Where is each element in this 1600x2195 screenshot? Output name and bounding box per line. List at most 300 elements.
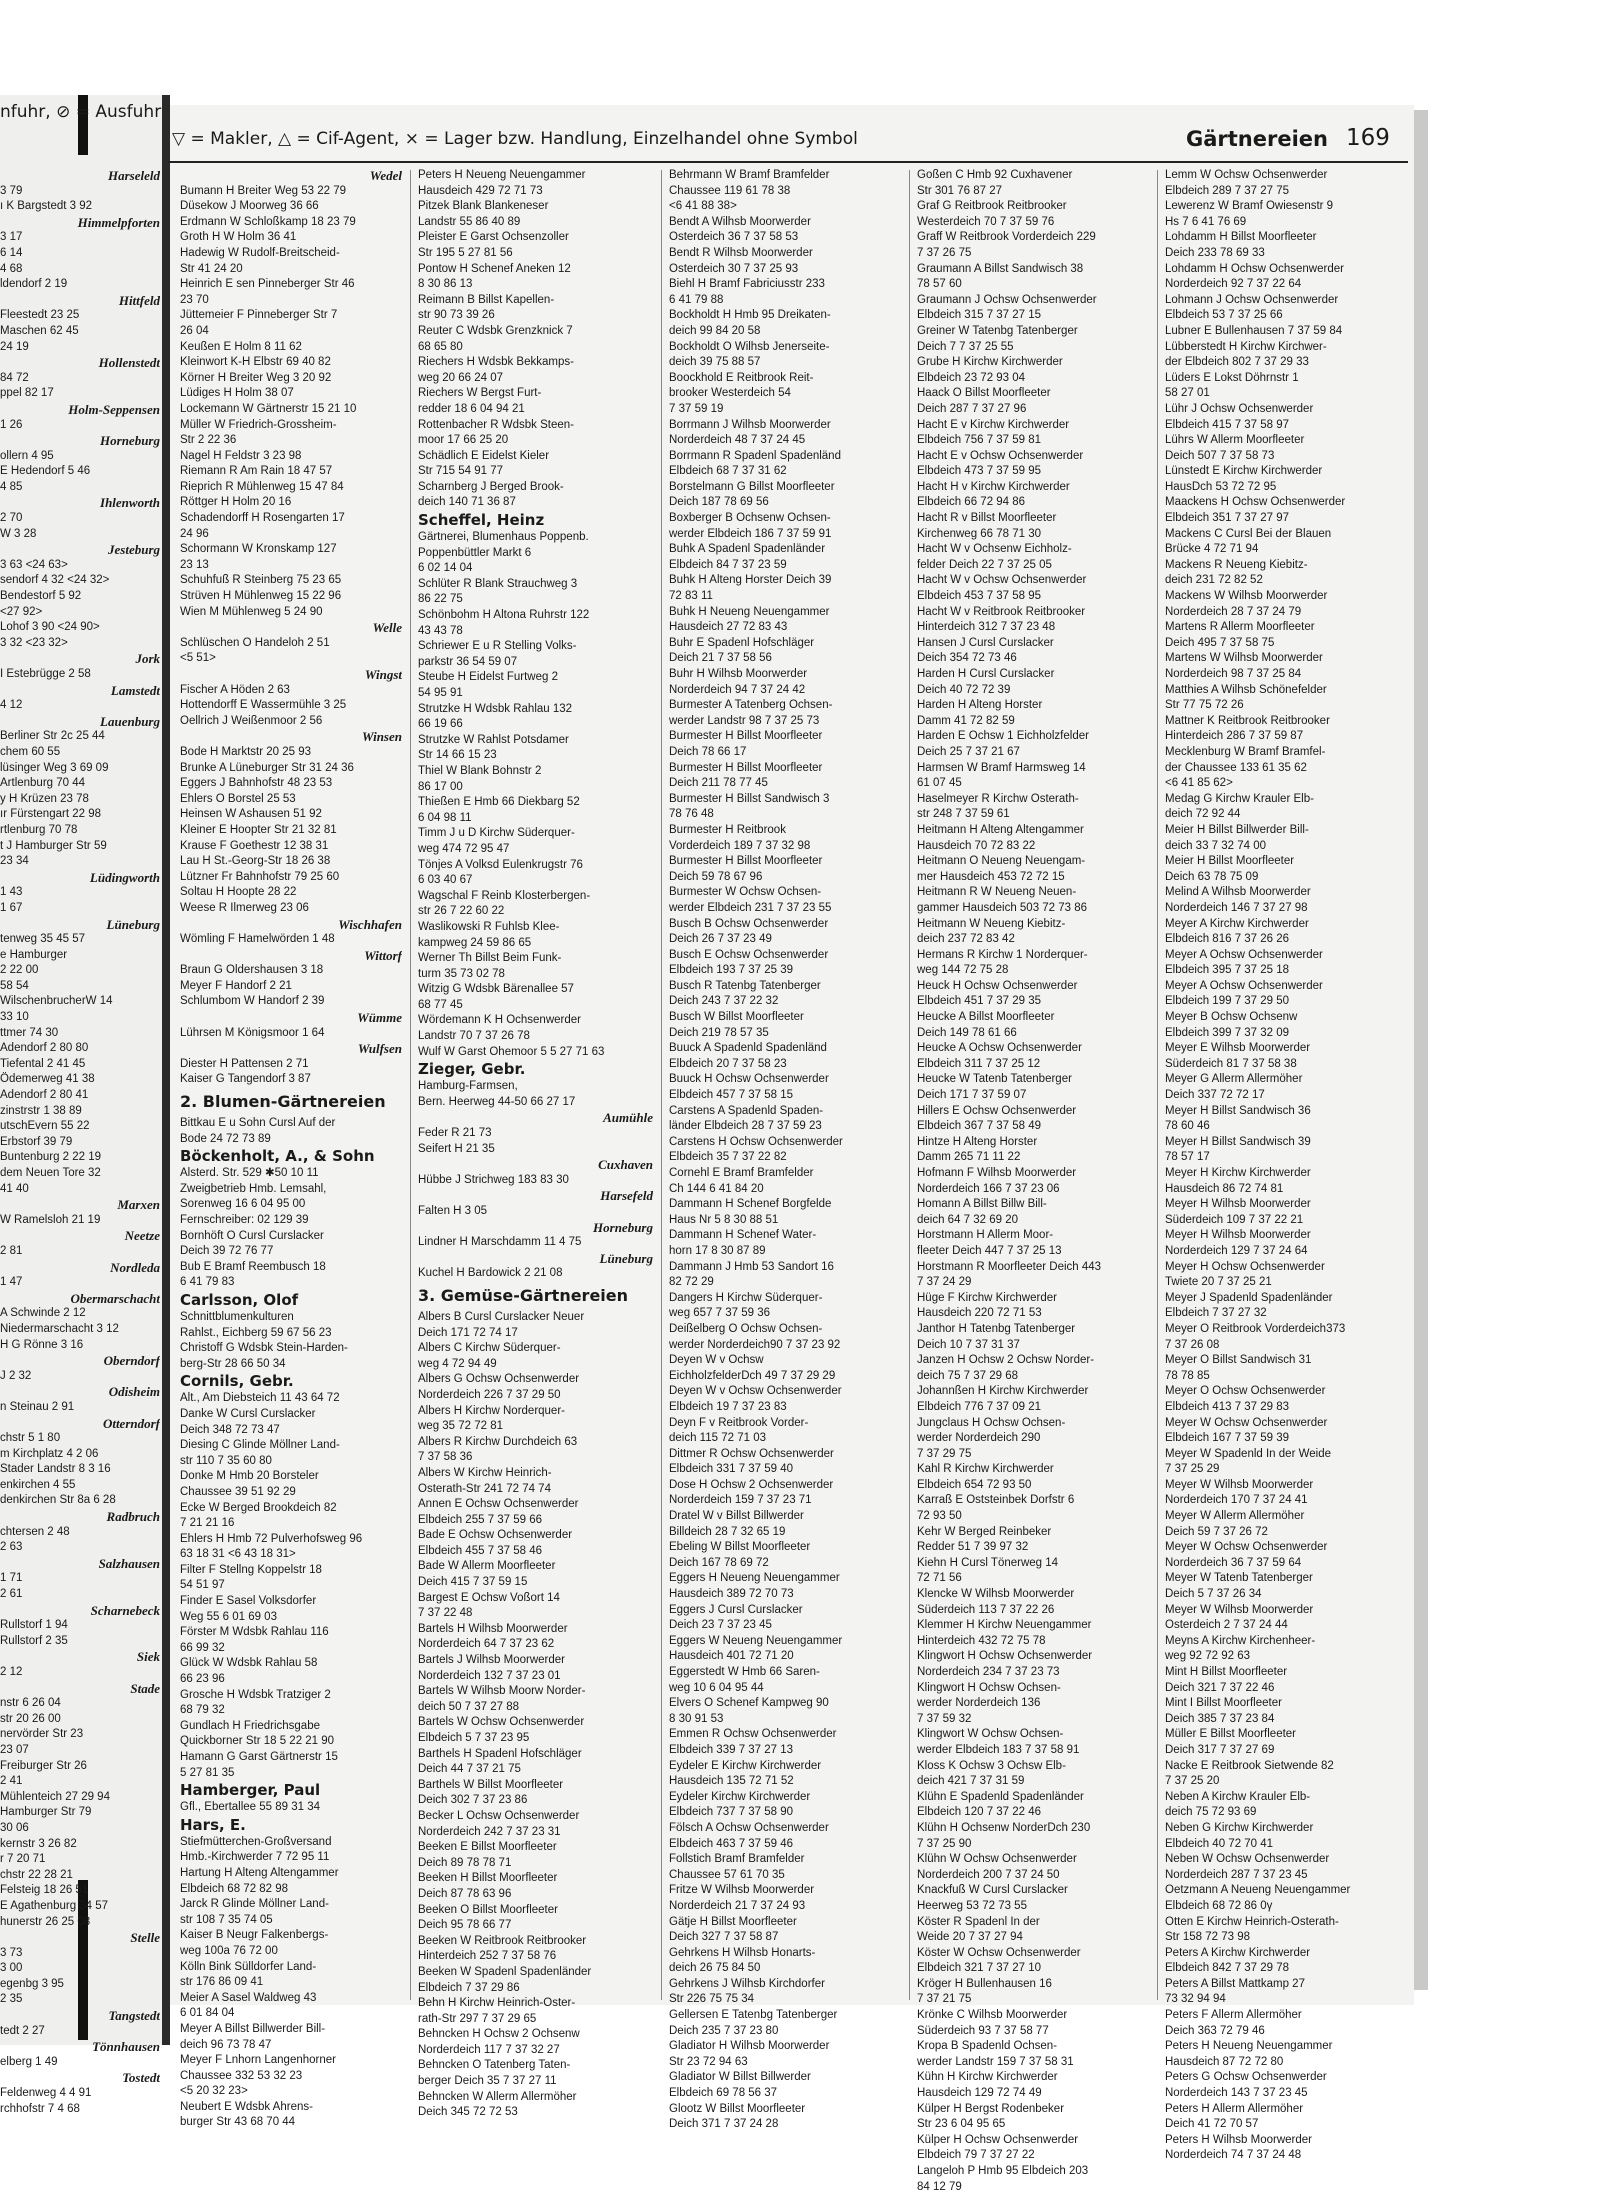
place-heading: Aumühle (603, 1110, 653, 1126)
directory-entry: str 90 73 39 26 (418, 309, 495, 322)
directory-entry: 68 77 45 (418, 998, 463, 1011)
directory-entry: Elbdeich 193 7 37 25 39 (669, 964, 794, 977)
place-heading: Nordleda (110, 1259, 160, 1275)
directory-entry: kampweg 24 59 86 65 (418, 936, 532, 949)
directory-entry: Str 715 54 91 77 (418, 465, 504, 478)
directory-entry: Mint I Billst Moorfleeter (1165, 1697, 1282, 1710)
directory-entry: Deyen W v Ochsw Ochsenwerder (669, 1385, 842, 1398)
directory-entry: Bumann H Breiter Weg 53 22 79 (180, 184, 346, 197)
directory-entry: Graumann A Billst Sandwisch 38 (917, 262, 1084, 275)
directory-entry: Busch B Ochsw Ochsenwerder (669, 917, 829, 930)
directory-entry: Lewerenz W Bramf Owiesenstr 9 (1165, 200, 1334, 213)
directory-entry: Meyer E Wilhsb Moorwerder (1165, 1042, 1311, 1055)
directory-entry: deich 64 7 32 69 20 (917, 1213, 1019, 1226)
directory-entry: 24 96 (180, 527, 209, 540)
directory-entry: Burmester H Billst Moorfleeter (669, 730, 823, 743)
directory-entry: Timm J u D Kirchw Süderquer- (418, 827, 575, 840)
directory-entry: Hars, E. (180, 1815, 246, 1834)
directory-entry: Johannßen H Kirchw Kirchwerder (917, 1385, 1089, 1398)
directory-entry: Glück W Wdsbk Rahlau 58 (180, 1657, 318, 1670)
directory-entry: Kaiser B Neugr Falkenbergs- (180, 1929, 329, 1942)
directory-entry: weg 657 7 37 59 36 (669, 1307, 771, 1320)
directory-entry: Riemann R Am Rain 18 47 57 (180, 465, 333, 478)
directory-entry: 78 76 48 (669, 808, 714, 821)
directory-entry: Weese R Ilmerweg 23 06 (180, 901, 309, 914)
directory-entry: Bendt R Wilhsb Moorwerder (669, 246, 813, 259)
directory-entry: Deich 337 72 72 17 (1165, 1089, 1265, 1102)
directory-entry: Buuck A Spadenld Spadenländ (669, 1042, 827, 1055)
place-heading: Hittfeld (118, 292, 160, 308)
directory-entry: deich 231 72 82 52 (1165, 574, 1263, 587)
directory-entry: deich 72 92 44 (1165, 808, 1241, 821)
directory-entry: Meyer A Ochsw Ochsenwerder (1165, 979, 1323, 992)
directory-entry: Seifert H 21 35 (418, 1142, 495, 1155)
directory-entry: 1 26 (0, 418, 23, 431)
directory-entry: Strutzke W Rahlst Potsdamer (418, 733, 569, 746)
directory-entry: Meyer A Billst Billwerder Bill- (180, 2022, 326, 2035)
directory-entry: EichholzfelderDch 49 7 37 29 29 (669, 1369, 836, 1382)
directory-entry: 24 19 (0, 340, 29, 353)
place-heading: Stade (130, 1680, 160, 1696)
directory-entry: Elbdeich 5 7 37 23 95 (418, 1732, 530, 1744)
directory-entry: Meyer H Billst Sandwisch 39 (1165, 1135, 1311, 1148)
directory-entry: der Elbdeich 802 7 37 29 33 (1165, 356, 1309, 369)
directory-entry: 4 12 (0, 699, 23, 712)
directory-entry: Witzig G Wdsbk Bärenallee 57 (418, 983, 574, 996)
directory-entry: Norderdeich 48 7 37 24 45 (669, 434, 806, 447)
directory-entry: werder Elbdeich 183 7 37 58 91 (917, 1743, 1080, 1756)
directory-entry: Alt., Am Diebsteich 11 43 64 72 (180, 1392, 340, 1405)
directory-entry: 66 19 66 (418, 718, 463, 731)
directory-entry: Hausdeich 429 72 71 73 (418, 184, 543, 197)
directory-entry: Deich 26 7 37 23 49 (669, 933, 772, 946)
directory-entry: Norderdeich 234 7 37 23 73 (917, 1666, 1060, 1678)
directory-entry: Hamburg-Farmsen, (418, 1080, 518, 1093)
directory-entry: Fritze W Wilhsb Moorwerder (669, 1884, 815, 1897)
directory-entry: Hinterdeich 432 72 75 78 (917, 1634, 1046, 1647)
directory-entry: Deich 167 78 69 72 (669, 1556, 769, 1569)
directory-entry: E Hedendorf 5 46 (0, 465, 91, 478)
directory-entry: 23 13 (180, 558, 209, 571)
directory-entry: Mattner K Reitbrook Reitbrooker (1165, 714, 1330, 727)
directory-entry: 7 37 24 29 (917, 1276, 972, 1289)
directory-entry: Buntenburg 2 22 19 (0, 1151, 102, 1164)
directory-entry: Carstens A Spadenld Spaden- (669, 1104, 824, 1117)
directory-entry: Hillers E Ochsw Ochsenwerder (917, 1104, 1077, 1117)
directory-entry: Jungclaus H Ochsw Ochsen- (917, 1416, 1066, 1429)
directory-entry: 2 12 (0, 1666, 23, 1678)
directory-entry: 82 72 29 (669, 1276, 714, 1289)
directory-entry: Wien M Mühlenweg 5 24 90 (180, 605, 323, 618)
directory-entry: 7 37 59 19 (669, 402, 724, 415)
directory-entry: Süderdeich 113 7 37 22 26 (917, 1603, 1055, 1616)
directory-entry: Deyen W v Ochsw (669, 1354, 764, 1367)
directory-entry: Elbdeich 66 72 94 86 (917, 496, 1026, 509)
directory-entry: Mühlenteich 27 29 94 (0, 1790, 110, 1803)
directory-entry: Deich 321 7 37 22 46 (1165, 1681, 1275, 1694)
directory-entry: Osterdeich 2 7 37 24 44 (1165, 1619, 1288, 1632)
directory-entry: weg 35 72 72 81 (418, 1420, 504, 1433)
directory-entry: Deich 317 7 37 27 69 (1165, 1743, 1275, 1756)
directory-entry: <5 20 32 23> (180, 2085, 248, 2098)
directory-entry: 7 37 59 32 (917, 1712, 972, 1725)
place-heading: Obermarschacht (70, 1290, 160, 1306)
directory-entry: Adendorf 2 80 41 (0, 1089, 89, 1102)
directory-entry: Lindner H Marschdamm 11 4 75 (418, 1236, 582, 1249)
directory-entry: Lührsen M Königsmoor 1 64 (180, 1026, 325, 1039)
directory-entry: Gfl., Ebertallee 55 89 31 34 (180, 1801, 321, 1814)
directory-entry: Wördemann K H Ochsenwerder (418, 1014, 581, 1027)
directory-entry: Jarck R Glinde Möllner Land- (180, 1898, 329, 1911)
directory-entry: Norderdeich 129 7 37 24 64 (1165, 1244, 1308, 1257)
directory-entry: Billdeich 28 7 32 65 19 (669, 1525, 786, 1538)
directory-entry: Str 301 76 87 27 (917, 184, 1003, 197)
directory-entry: parkstr 36 54 59 07 (418, 655, 518, 668)
place-heading: Radbruch (106, 1509, 160, 1525)
directory-entry: weg 100a 76 72 00 (180, 1944, 278, 1957)
directory-entry: Elbdeich 453 7 37 58 95 (917, 590, 1042, 603)
directory-entry: brooker Westerdeich 54 (669, 387, 791, 400)
directory-entry: Eggers J Bahnhofstr 48 23 53 (180, 777, 333, 790)
directory-entry: Elbdeich 23 72 93 04 (917, 371, 1026, 384)
directory-entry: Bartels W Ochsw Ochsenwerder (418, 1716, 585, 1729)
directory-entry: werder Elbdeich 231 7 37 23 55 (669, 901, 832, 914)
place-heading: Hollenstedt (98, 355, 160, 371)
directory-entry: Chaussee 57 61 70 35 (669, 1868, 785, 1881)
left-page-header-fragment: nfuhr, ⊘ = Ausfuhr (0, 102, 162, 122)
directory-entry: Buuck H Ochsw Ochsenwerder (669, 1073, 829, 1086)
directory-entry: Deich 59 7 37 26 72 (1165, 1525, 1268, 1538)
directory-entry: Riechers W Bergst Furt- (418, 387, 542, 400)
directory-entry: Elbdeich 315 7 37 27 15 (917, 309, 1042, 322)
category-heading: 2. Blumen-Gärtnereien (180, 1092, 386, 1112)
directory-entry: Süderdeich 109 7 37 22 21 (1165, 1213, 1304, 1226)
directory-entry: Meyer W Wilhsb Moorwerder (1165, 1603, 1314, 1616)
directory-entry: Graumann J Ochsw Ochsenwerder (917, 293, 1097, 306)
directory-entry: Tiefental 2 41 45 (0, 1057, 86, 1070)
directory-entry: Norderdeich 159 7 37 23 71 (669, 1494, 812, 1507)
directory-entry: Hausdeich 86 72 74 81 (1165, 1182, 1284, 1195)
directory-entry: Kuchel H Bardowick 2 21 08 (418, 1267, 563, 1280)
directory-entry: Str 195 5 27 81 56 (418, 246, 513, 259)
directory-entry: Norderdeich 132 7 37 23 01 (418, 1669, 561, 1682)
directory-entry: Harden H Alteng Horster (917, 699, 1043, 712)
directory-entry: 6 41 79 83 (180, 1276, 235, 1289)
directory-entry: <6 41 85 62> (1165, 777, 1233, 790)
directory-entry: Deich 243 7 37 22 32 (669, 995, 779, 1008)
directory-entry: werder Norderdeich 136 (917, 1697, 1041, 1710)
directory-entry: Heucke W Tatenb Tatenberger (917, 1073, 1072, 1086)
directory-entry: Elbdeich 654 72 93 50 (917, 1478, 1032, 1491)
section-title: Gärtnereien (1186, 127, 1328, 151)
directory-entry: Kleinwort K-H Elbstr 69 40 82 (180, 356, 331, 369)
directory-entry: Lühr J Ochsw Ochsenwerder (1165, 402, 1314, 415)
directory-entry: 33 10 (0, 1011, 29, 1024)
directory-entry: Martens R Allerm Moorfleeter (1165, 621, 1315, 634)
directory-entry: Deich 40 72 72 39 (917, 683, 1011, 696)
directory-entry: berg-Str 28 66 50 34 (180, 1357, 286, 1370)
directory-entry: Norderdeich 146 7 37 27 98 (1165, 901, 1308, 914)
directory-entry: Schlüschen O Handeloh 2 51 (180, 636, 330, 649)
directory-entry: Harden E Ochsw 1 Eichholzfelder (917, 730, 1089, 743)
directory-entry: 7 37 29 75 (917, 1447, 972, 1460)
directory-entry: Scharnberg J Berged Brook- (418, 480, 564, 493)
directory-entry: str 110 7 35 60 80 (180, 1454, 272, 1467)
directory-entry: Deich 5 7 37 26 34 (1165, 1588, 1262, 1601)
directory-entry: Albers W Kirchw Heinrich- (418, 1466, 552, 1479)
directory-entry: utschEvern 55 22 (0, 1120, 90, 1133)
directory-entry: Elbdeich 413 7 37 29 83 (1165, 1400, 1290, 1413)
directory-entry: Mackens W Wilhsb Moorwerder (1165, 590, 1328, 603)
directory-entry: Danke W Cursl Curslacker (180, 1407, 316, 1420)
directory-entry: Kölln Bink Sülldorfer Land- (180, 1960, 317, 1973)
directory-entry: Martens W Wilhsb Moorwerder (1165, 652, 1323, 665)
directory-entry: Heucke A Ochsw Ochsenwerder (917, 1042, 1082, 1055)
directory-entry: Deich 59 78 67 96 (669, 870, 763, 883)
directory-entry: 23 70 (180, 293, 209, 306)
directory-entry: Str 2 22 36 (180, 434, 237, 447)
directory-entry: r 7 20 71 (0, 1853, 46, 1866)
directory-entry: Bartels W Wilhsb Moorw Norder- (418, 1685, 586, 1698)
directory-entry: Harden H Cursl Curslacker (917, 668, 1055, 680)
directory-entry: 3 73 (0, 1946, 23, 1959)
directory-entry: Deich 345 72 72 53 (418, 2106, 518, 2119)
directory-entry: Becker L Ochsw Ochsenwerder (418, 1809, 580, 1822)
directory-entry: Erdmann W Schloßkamp 18 23 79 (180, 215, 356, 228)
directory-entry: Lockemann W Gärtnerstr 15 21 10 (180, 402, 357, 415)
directory-entry: Deich 39 72 76 77 (180, 1245, 274, 1258)
directory-entry: Schlumbom W Handorf 2 39 (180, 995, 325, 1008)
directory-entry: Strutzke H Wdsbk Rahlau 132 (418, 702, 573, 715)
directory-entry: Böckenholt, A., & Sohn (180, 1147, 375, 1166)
directory-entry: Eggers H Neueng Neuengammer (669, 1572, 840, 1585)
directory-entry: Külper H Ochsw Ochsenwerder (917, 2133, 1079, 2146)
directory-entry: Buhr H Wilhsb Moorwerder (669, 668, 808, 680)
directory-entry: Erbstorf 39 79 (0, 1135, 73, 1148)
directory-entry: berger Deich 35 7 37 27 11 (418, 2075, 557, 2088)
directory-entry: deich 50 7 37 27 88 (418, 1700, 520, 1713)
directory-entry: Elbdeich 737 7 37 58 90 (669, 1806, 794, 1819)
directory-entry: 3 32 <23 32> (0, 636, 68, 649)
directory-entry: deich 140 71 36 87 (418, 496, 516, 509)
directory-entry: Str 41 24 20 (180, 262, 243, 275)
directory-entry: Dangers H Kirchw Süderquer- (669, 1291, 823, 1304)
directory-entry: Pontow H Schenef Aneken 12 (418, 262, 571, 275)
directory-entry: Braun G Oldershausen 3 18 (180, 964, 324, 977)
directory-entry: Hs 7 6 41 76 69 (1165, 215, 1247, 228)
place-heading: Odisheim (108, 1384, 160, 1400)
directory-entry: elberg 1 49 (0, 2055, 58, 2068)
directory-entry: Str 23 6 04 95 65 (917, 2118, 1006, 2131)
directory-entry: Norderdeich 92 7 37 22 64 (1165, 278, 1302, 291)
directory-entry: Behrmann W Bramf Bramfelder (669, 169, 830, 181)
place-heading: Horneburg (100, 433, 160, 449)
directory-entry: A Schwinde 2 12 (0, 1307, 86, 1320)
directory-entry: Damm 265 71 11 22 (917, 1151, 1021, 1164)
directory-entry: Schuhfuß R Steinberg 75 23 65 (180, 574, 342, 587)
directory-entry: Ebeling W Billst Moorfleeter (669, 1541, 811, 1554)
directory-entry: Busch E Ochsw Ochsenwerder (669, 948, 829, 961)
directory-column-1 (180, 168, 402, 2131)
directory-entry: deich 26 75 84 50 (669, 1962, 761, 1975)
directory-entry: chem 60 55 (0, 745, 61, 758)
directory-entry: Lohof 3 90 <24 90> (0, 621, 100, 634)
place-heading: Harsefeld (600, 1188, 653, 1204)
directory-entry: Elbdeich 816 7 37 26 26 (1165, 933, 1290, 946)
directory-entry: Deich 507 7 37 58 73 (1165, 449, 1275, 462)
directory-entry: 7 37 25 90 (917, 1837, 972, 1850)
place-heading: Lüneburg (106, 916, 160, 932)
directory-entry: Schormann W Kronskamp 127 (180, 543, 337, 556)
directory-entry: Fleestedt 23 25 (0, 309, 80, 322)
directory-entry: 7 21 21 16 (180, 1517, 235, 1530)
directory-entry: 8 30 86 13 (418, 278, 473, 291)
directory-entry: Elbdeich 457 7 37 58 15 (669, 1089, 794, 1102)
directory-entry: Feldenweg 4 4 91 (0, 2087, 92, 2100)
directory-entry: Chaussee 39 51 92 29 (180, 1485, 296, 1498)
directory-entry: Albers H Kirchw Norderquer- (418, 1404, 565, 1417)
directory-entry: Heitmann H Alteng Altengammer (917, 823, 1084, 836)
directory-entry: Gehrkens H Wilhsb Honarts- (669, 1946, 816, 1959)
directory-entry: <27 92> (0, 605, 43, 618)
directory-entry: Annen E Ochsw Ochsenwerder (418, 1498, 579, 1511)
directory-entry: 78 60 46 (1165, 1120, 1210, 1133)
place-heading: Harseleld (108, 168, 160, 183)
directory-entry: Kehr W Berged Reinbeker (917, 1525, 1052, 1538)
directory-entry: Finder E Sasel Volksdorfer (180, 1595, 317, 1608)
place-heading: Otterndorf (102, 1415, 160, 1431)
place-heading: Ihlenworth (100, 495, 160, 511)
directory-entry: 1 67 (0, 901, 23, 914)
directory-entry: Hacht W v Ochsenw Eichholz- (917, 543, 1072, 556)
directory-entry: 1 43 (0, 886, 23, 899)
directory-entry: 5 27 81 35 (180, 1766, 235, 1779)
symbol-legend: ▽ = Makler, △ = Cif-Agent, × = Lager bzw. Handlung, Einzelhandel ohne Symbol (172, 129, 858, 149)
directory-entry: Hacht E v Ochsw Ochsenwerder (917, 449, 1084, 462)
directory-entry: 6 14 (0, 246, 23, 259)
directory-entry: Greiner W Tatenbg Tatenberger (917, 324, 1078, 337)
directory-entry: Meyer F Handorf 2 21 (180, 979, 292, 992)
directory-entry: Hottendorff E Wassermühle 3 25 (180, 699, 347, 712)
directory-entry: Str 158 72 73 98 (1165, 1931, 1251, 1944)
directory-entry: Felsteig 18 26 51 (0, 1884, 89, 1897)
directory-entry: Deich 171 7 37 59 07 (917, 1089, 1027, 1102)
directory-entry: fleeter Deich 447 7 37 25 13 (917, 1244, 1062, 1257)
directory-entry: Deich 10 7 37 31 37 (917, 1338, 1020, 1351)
directory-entry: Bade W Allerm Moorfleeter (418, 1560, 556, 1573)
directory-entry: Meyer H Billst Sandwisch 36 (1165, 1104, 1311, 1117)
directory-entry: horn 17 8 30 87 89 (669, 1244, 766, 1257)
book-gutter (162, 95, 170, 2045)
directory-entry: Burmester H Reitbrook (669, 823, 786, 836)
directory-entry: 2 35 (0, 1993, 23, 2006)
directory-entry: Elbdeich 68 7 37 31 62 (669, 465, 787, 478)
directory-entry: Keußen E Holm 8 11 62 (180, 340, 302, 353)
directory-entry: Deich 302 7 37 23 86 (418, 1794, 528, 1807)
directory-entry: E Agathenburg 34 57 (0, 1899, 109, 1912)
page-number: 169 (1346, 125, 1390, 151)
directory-entry: Norderdeich 166 7 37 23 06 (917, 1182, 1060, 1195)
directory-entry: Burmester W Ochsw Ochsen- (669, 886, 822, 899)
directory-entry: Mackens R Neueng Kiebitz- (1165, 558, 1308, 571)
directory-entry: Norderdeich 74 7 37 24 48 (1165, 2149, 1302, 2162)
directory-entry: Artlenburg 70 44 (0, 777, 86, 790)
directory-entry: Lohmann J Ochsw Ochsenwerder (1165, 293, 1339, 306)
directory-entry: 54 51 97 (180, 1579, 225, 1592)
directory-entry: werder Landstr 159 7 37 58 31 (917, 2055, 1074, 2068)
directory-entry: Elbdeich 415 7 37 58 97 (1165, 418, 1290, 431)
directory-entry: Janthor H Tatenbg Tatenberger (917, 1322, 1076, 1335)
directory-entry: weg 20 66 24 07 (418, 371, 504, 384)
directory-entry: Deich 41 72 70 57 (1165, 2118, 1259, 2131)
directory-entry: Klühn W Ochsw Ochsenwerder (917, 1853, 1077, 1866)
directory-entry: Bittkau E u Sohn Cursl Auf der (180, 1117, 336, 1130)
directory-entry: str 248 7 37 59 61 (917, 808, 1010, 821)
directory-entry: Neben A Kirchw Krauler Elb- (1165, 1790, 1311, 1803)
directory-entry: länder Elbdeich 28 7 37 59 23 (669, 1120, 822, 1133)
directory-entry: Burmester H Billst Moorfleeter (669, 855, 823, 868)
directory-entry: Köster W Ochsw Ochsenwerder (917, 1946, 1081, 1959)
directory-entry: Elbdeich 451 7 37 29 35 (917, 995, 1042, 1008)
directory-entry: Deich 211 78 77 45 (669, 777, 768, 790)
directory-entry: Elbdeich 167 7 37 59 39 (1165, 1432, 1290, 1445)
directory-entry: Hinterdeich 286 7 37 59 87 (1165, 730, 1304, 743)
directory-entry: Poppenbüttler Markt 6 (418, 546, 532, 559)
directory-entry: Deich 87 78 63 96 (418, 1887, 512, 1900)
directory-entry: tedt 2 27 (0, 2024, 45, 2037)
directory-entry: Klemmer H Kirchw Neuengammer (917, 1619, 1092, 1632)
directory-entry: 3 00 (0, 1962, 23, 1975)
directory-entry: Dittmer R Ochsw Ochsenwerder (669, 1447, 834, 1460)
directory-entry: Goßen C Hmb 92 Cuxhavener (917, 169, 1073, 181)
directory-entry: tenweg 35 45 57 (0, 933, 86, 946)
directory-entry: Cornehl E Bramf Bramfelder (669, 1167, 814, 1179)
directory-entry: 72 71 56 (917, 1572, 962, 1585)
directory-entry: Str 23 72 94 63 (669, 2055, 748, 2068)
directory-entry: Hausdeich 401 72 71 20 (669, 1650, 794, 1663)
directory-entry: Elbdeich 351 7 37 27 97 (1165, 512, 1290, 525)
directory-entry: Quickborner Str 18 5 22 21 90 (180, 1735, 335, 1748)
directory-entry: Neben W Ochsw Ochsenwerder (1165, 1853, 1330, 1866)
directory-entry: Klencke W Wilhsb Moorwerder (917, 1588, 1075, 1601)
directory-entry: 1 47 (0, 1276, 23, 1289)
directory-entry: Meyer O Reitbrook Vorderdeich373 (1165, 1322, 1346, 1335)
directory-entry: Gladiator H Wilhsb Moorwerder (669, 2040, 830, 2053)
directory-entry: Elbdeich 311 7 37 25 12 (917, 1057, 1041, 1070)
directory-entry: burger Str 43 68 70 44 (180, 2116, 296, 2129)
directory-entry: Meyer O Billst Sandwisch 31 (1165, 1354, 1312, 1367)
directory-entry: Gehrkens J Wilhsb Kirchdorfer (669, 1977, 825, 1990)
place-heading: Stelle (130, 1930, 160, 1946)
place-heading: Tangstedt (108, 2008, 160, 2024)
directory-entry: Rahlst., Eichberg 59 67 56 23 (180, 1326, 332, 1339)
directory-entry: Norderdeich 143 7 37 23 45 (1165, 2087, 1308, 2100)
directory-entry: Emmen R Ochsw Ochsenwerder (669, 1728, 837, 1741)
directory-entry: 2 61 (0, 1588, 23, 1601)
directory-entry: chstr 22 28 21 (0, 1868, 73, 1881)
directory-entry: 54 95 91 (418, 687, 463, 699)
directory-entry: str 108 7 35 74 05 (180, 1913, 273, 1926)
directory-entry: 8 30 91 53 (669, 1712, 724, 1725)
directory-entry: Damm 41 72 82 59 (917, 714, 1015, 727)
directory-entry: Lüdiges H Holm 38 07 (180, 387, 294, 400)
directory-entry: Wagschal F Reinb Klosterbergen- (418, 889, 591, 902)
directory-entry: Borrmann J Wilhsb Moorwerder (669, 418, 831, 431)
directory-entry: Barthels H Spadenl Hofschläger (418, 1747, 582, 1760)
directory-entry: Matthies A Wilhsb Schönefelder (1165, 683, 1327, 696)
directory-entry: Peters H Neueng Neuengammer (1165, 2040, 1333, 2053)
directory-entry: Elbdeich 120 7 37 22 46 (917, 1806, 1042, 1819)
